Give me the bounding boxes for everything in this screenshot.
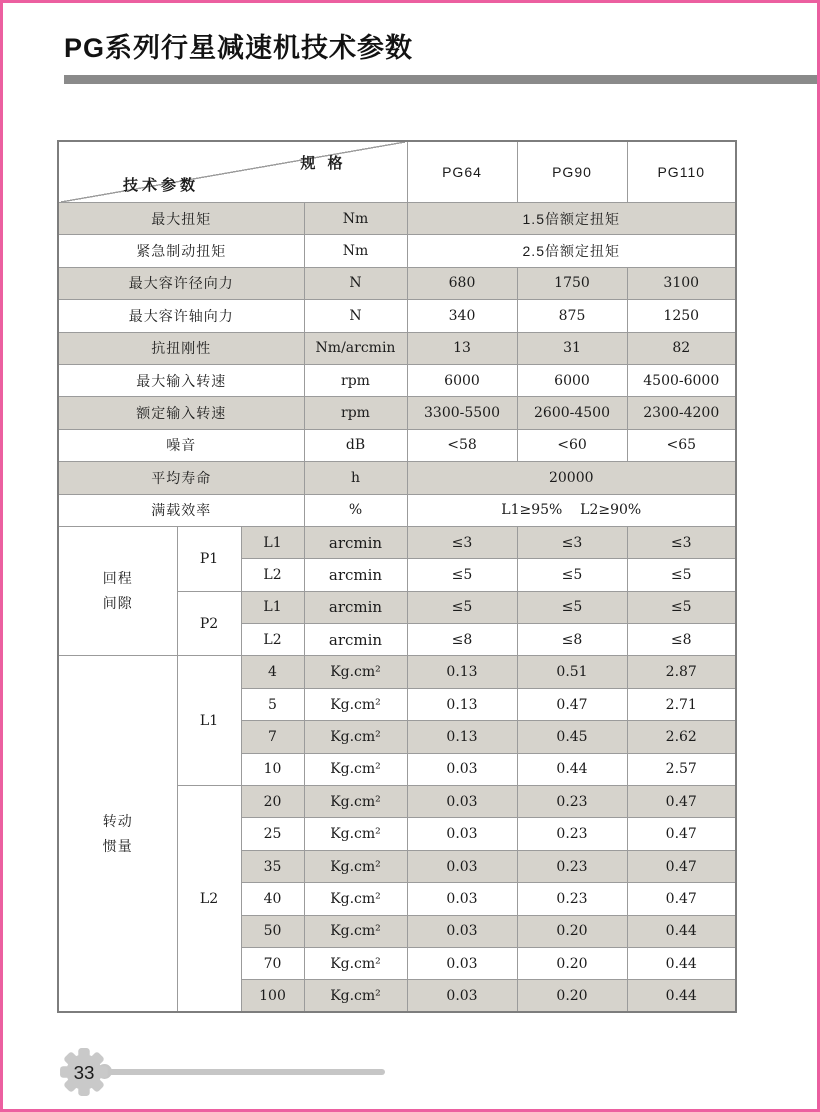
value-cell: 0.23 (517, 883, 627, 915)
value-cell: ≤3 (407, 526, 517, 558)
value-cell: 6000 (407, 364, 517, 396)
row-label: 噪音 (58, 429, 304, 461)
ratio-cell: 35 (241, 850, 304, 882)
unit-cell: arcmin (304, 591, 407, 623)
value-cell: ≤5 (517, 591, 627, 623)
unit-cell: Kg.cm² (304, 786, 407, 818)
value-cell: 0.13 (407, 688, 517, 720)
row-label: 最大输入转速 (58, 364, 304, 396)
value-cell: 0.03 (407, 947, 517, 979)
value-cell: 0.03 (407, 786, 517, 818)
unit-cell: rpm (304, 364, 407, 396)
value-cell: ≤5 (627, 559, 736, 591)
group-label-l2: L2 (177, 786, 241, 1013)
value-cell: 2.57 (627, 753, 736, 785)
row-label: 最大容许径向力 (58, 267, 304, 299)
section-label-line: 惯量 (102, 837, 133, 854)
ratio-cell: 5 (241, 688, 304, 720)
value-cell: <60 (517, 429, 627, 461)
value-cell: 0.03 (407, 915, 517, 947)
unit-cell: Nm (304, 203, 407, 235)
value-cell: ≤5 (517, 559, 627, 591)
value-cell: ≤3 (627, 526, 736, 558)
value-cell: 0.47 (627, 818, 736, 850)
unit-cell: Kg.cm² (304, 883, 407, 915)
spec-table (57, 140, 737, 1013)
value-cell: 3300-5500 (407, 397, 517, 429)
ratio-cell: 70 (241, 947, 304, 979)
row-label: 最大扭矩 (58, 203, 304, 235)
value-cell: ≤5 (627, 591, 736, 623)
value-cell: 0.03 (407, 850, 517, 882)
stage-cell: L1 (241, 526, 304, 558)
value-cell: 340 (407, 300, 517, 332)
value-cell: 6000 (517, 364, 627, 396)
unit-cell: Kg.cm² (304, 656, 407, 688)
corner-wrap (61, 142, 405, 202)
value-cell: <65 (627, 429, 736, 461)
corner-diagonal-cell (58, 141, 407, 203)
section-label-inertia (58, 656, 177, 1012)
page-title: PG系列行星减速机技术参数 (64, 33, 414, 63)
table-row (58, 494, 736, 526)
group-label-l1: L1 (177, 656, 241, 786)
value-cell: 0.44 (517, 753, 627, 785)
value-cell: 2.87 (627, 656, 736, 688)
unit-cell: arcmin (304, 624, 407, 656)
value-cell: ≤5 (407, 559, 517, 591)
value-cell: 0.45 (517, 721, 627, 753)
ratio-cell: 50 (241, 915, 304, 947)
value-cell: 0.23 (517, 850, 627, 882)
table-row (58, 397, 736, 429)
ratio-cell: 4 (241, 656, 304, 688)
value-cell: 0.47 (517, 688, 627, 720)
value-cell: 0.03 (407, 883, 517, 915)
ratio-cell: 25 (241, 818, 304, 850)
section-label-line: 间隙 (102, 595, 133, 612)
group-label-p1: P1 (177, 526, 241, 591)
value-span-cell: 1.5倍额定扭矩 (407, 203, 736, 235)
corner-spec-label: 规 格 (300, 155, 347, 172)
value-cell: 0.44 (627, 947, 736, 979)
footer-rule-line (103, 1069, 385, 1075)
value-cell: 875 (517, 300, 627, 332)
unit-cell: N (304, 300, 407, 332)
header-row (58, 141, 736, 203)
row-label: 最大容许轴向力 (58, 300, 304, 332)
unit-cell: rpm (304, 397, 407, 429)
value-cell: 0.44 (627, 915, 736, 947)
section-label-backlash (58, 526, 177, 656)
unit-cell: dB (304, 429, 407, 461)
value-cell: 2600-4500 (517, 397, 627, 429)
value-cell: <58 (407, 429, 517, 461)
value-cell: 82 (627, 332, 736, 364)
section-label-line: 转动 (102, 812, 133, 829)
value-cell: 0.20 (517, 947, 627, 979)
value-cell: 2.62 (627, 721, 736, 753)
column-header-pg90: PG90 (517, 141, 627, 203)
table-row (58, 429, 736, 461)
row-label: 满载效率 (58, 494, 304, 526)
ratio-cell: 100 (241, 980, 304, 1012)
value-span-cell: L1≥95% L2≥90% (407, 494, 736, 526)
unit-cell: Kg.cm² (304, 818, 407, 850)
table-row (58, 267, 736, 299)
unit-cell: Kg.cm² (304, 980, 407, 1012)
unit-cell: Nm (304, 235, 407, 267)
value-cell: 3100 (627, 267, 736, 299)
column-header-pg110: PG110 (627, 141, 736, 203)
value-cell: 0.03 (407, 980, 517, 1012)
ratio-cell: 10 (241, 753, 304, 785)
table-row (58, 235, 736, 267)
table-row (58, 656, 736, 688)
ratio-cell: 20 (241, 786, 304, 818)
group-label-p2: P2 (177, 591, 241, 656)
row-label: 紧急制动扭矩 (58, 235, 304, 267)
value-cell: 0.13 (407, 656, 517, 688)
table-row (58, 526, 736, 558)
value-cell: 0.44 (627, 980, 736, 1012)
unit-cell: Kg.cm² (304, 721, 407, 753)
stage-cell: L2 (241, 624, 304, 656)
unit-cell: % (304, 494, 407, 526)
table-row (58, 203, 736, 235)
value-span-cell: 20000 (407, 462, 736, 494)
unit-cell: Kg.cm² (304, 850, 407, 882)
section-label-line: 回程 (102, 570, 133, 586)
value-cell: 1250 (627, 300, 736, 332)
value-cell: 2.71 (627, 688, 736, 720)
column-header-pg64: PG64 (407, 141, 517, 203)
table-row (58, 462, 736, 494)
unit-cell: N (304, 267, 407, 299)
unit-cell: h (304, 462, 407, 494)
gear-icon (59, 1047, 109, 1097)
value-cell: ≤5 (407, 591, 517, 623)
unit-cell: Kg.cm² (304, 915, 407, 947)
unit-cell: Nm/arcmin (304, 332, 407, 364)
table-row (58, 300, 736, 332)
value-cell: 0.23 (517, 786, 627, 818)
value-cell: ≤8 (407, 624, 517, 656)
value-cell: 0.47 (627, 786, 736, 818)
value-cell: 31 (517, 332, 627, 364)
value-cell: 0.03 (407, 753, 517, 785)
value-cell: 1750 (517, 267, 627, 299)
value-cell: 0.51 (517, 656, 627, 688)
value-cell: 0.47 (627, 883, 736, 915)
ratio-cell: 40 (241, 883, 304, 915)
value-cell: 680 (407, 267, 517, 299)
value-cell: 4500-6000 (627, 364, 736, 396)
value-cell: ≤3 (517, 526, 627, 558)
ratio-cell: 7 (241, 721, 304, 753)
value-cell: ≤8 (627, 624, 736, 656)
unit-cell: Kg.cm² (304, 753, 407, 785)
table-row (58, 364, 736, 396)
value-cell: 0.47 (627, 850, 736, 882)
table-row (58, 332, 736, 364)
value-cell: 0.20 (517, 980, 627, 1012)
row-label: 平均寿命 (58, 462, 304, 494)
stage-cell: L2 (241, 559, 304, 591)
corner-param-label: 技术参数 (123, 177, 200, 194)
row-label: 抗扭刚性 (58, 332, 304, 364)
value-cell: 0.20 (517, 915, 627, 947)
unit-cell: arcmin (304, 526, 407, 558)
stage-cell: L1 (241, 591, 304, 623)
page-number: 33 (73, 1061, 95, 1083)
title-underline-bar (64, 75, 817, 84)
value-cell: 0.23 (517, 818, 627, 850)
value-cell: 2300-4200 (627, 397, 736, 429)
value-cell: 0.03 (407, 818, 517, 850)
unit-cell: Kg.cm² (304, 947, 407, 979)
value-cell: ≤8 (517, 624, 627, 656)
value-cell: 13 (407, 332, 517, 364)
value-cell: 0.13 (407, 721, 517, 753)
unit-cell: arcmin (304, 559, 407, 591)
row-label: 额定输入转速 (58, 397, 304, 429)
value-span-cell: 2.5倍额定扭矩 (407, 235, 736, 267)
unit-cell: Kg.cm² (304, 688, 407, 720)
